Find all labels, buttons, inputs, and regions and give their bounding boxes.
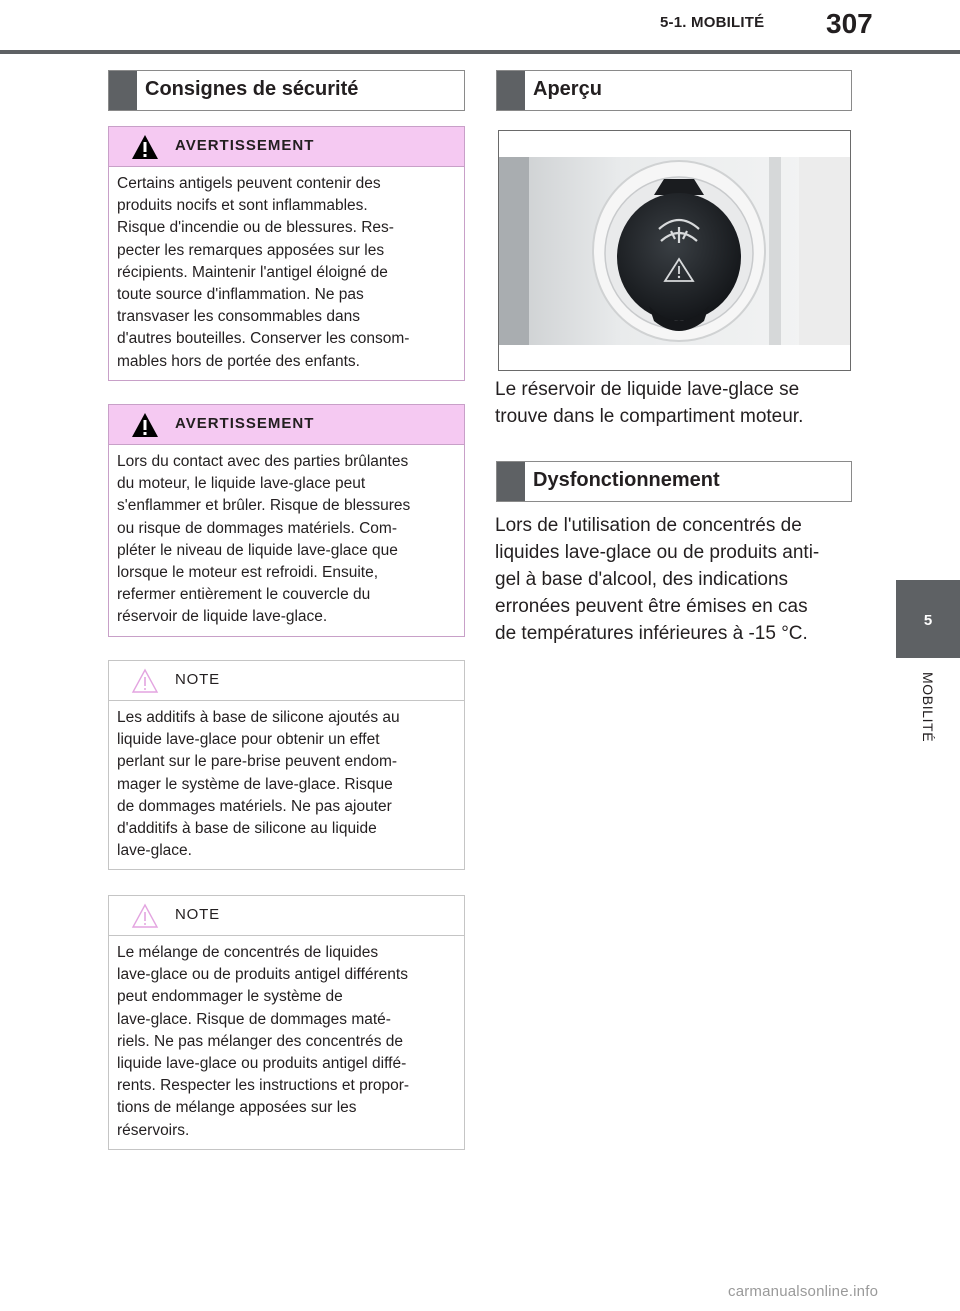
malfunction-line: erronées peuvent être émises en cas — [495, 596, 808, 617]
caution-outline-icon — [131, 902, 159, 930]
note-line: lave-glace. Risque de dommages maté- — [117, 1010, 391, 1028]
overview-line: Le réservoir de liquide lave-glace se — [495, 379, 800, 400]
warning-triangle-icon — [131, 133, 159, 161]
warning-line: Risque d'incendie ou de blessures. Res- — [117, 219, 394, 237]
note-line: mager le système de lave-glace. Risque — [117, 775, 393, 793]
header-rule — [0, 50, 960, 54]
warning-line: refermer entièrement le couvercle du — [117, 586, 371, 604]
heading-bar — [109, 71, 137, 110]
washer-reservoir-cap-illustration — [499, 131, 850, 370]
overview-section-title: Aperçu — [533, 78, 602, 100]
warning-box-body — [109, 167, 464, 373]
malfunction-section-title: Dysfonctionnement — [533, 469, 720, 491]
warning-line: du moteur, le liquide lave-glace peut — [117, 475, 366, 493]
warning-line: transvaser les consommables dans — [117, 308, 360, 326]
warning-triangle-icon — [131, 411, 159, 439]
note-line: Les additifs à base de silicone ajoutés au — [117, 709, 400, 726]
note-line: lave-glace ou de produits antigel différents — [117, 966, 408, 984]
warning-box-hot-engine — [108, 404, 465, 637]
caution-outline-icon — [131, 667, 159, 695]
note-line: de dommages matériels. Ne pas ajouter — [117, 797, 392, 815]
note-line: rents. Respecter les instructions et propor- — [117, 1077, 410, 1095]
chapter-tab[interactable]: 5 — [896, 580, 960, 658]
washer-fluid-reservoir-photo — [498, 130, 851, 371]
note-box-body — [109, 936, 464, 1142]
chapter-tab-label-text: MOBILITÉ — [920, 672, 936, 743]
chapter-tab-label — [896, 672, 960, 772]
malfunction-line: liquides lave-glace ou de produits anti- — [495, 542, 820, 563]
overview-section-heading — [496, 70, 852, 111]
warning-line: pecter les remarques apposées sur les — [117, 241, 385, 259]
heading-bar — [497, 462, 525, 501]
warning-line: s'enflammer et brûler. Risque de blessures — [117, 497, 411, 515]
note-box-header — [109, 661, 464, 701]
note-line: Le mélange de concentrés de liquides — [117, 944, 379, 961]
note-line: perlant sur le pare-brise peuvent endom- — [117, 753, 398, 771]
malfunction-line: de températures inférieures à -15 °C. — [495, 623, 808, 644]
note-line: liquide lave-glace pour obtenir un effet — [117, 731, 380, 749]
overview-paragraph — [495, 376, 803, 430]
malfunction-paragraph — [495, 512, 819, 647]
warning-box-header — [109, 127, 464, 167]
warning-box-body — [109, 445, 464, 629]
note-line: riels. Ne pas mélanger des concentrés de — [117, 1032, 404, 1050]
malfunction-line: gel à base d'alcool, des indications — [495, 569, 789, 590]
warning-line: lorsque le moteur est refroidi. Ensuite, — [117, 564, 379, 582]
warning-line: produits nocifs et sont inflammables. — [117, 197, 368, 215]
note-box-mixing — [108, 895, 465, 1150]
note-line: liquide lave-glace ou produits antigel diffé- — [117, 1055, 407, 1073]
warning-label: AVERTISSEMENT — [175, 137, 315, 154]
warning-label: AVERTISSEMENT — [175, 415, 315, 432]
malfunction-line: Lors de l'utilisation de concentrés de — [495, 515, 802, 536]
warning-line: Lors du contact avec des parties brûlantes — [117, 453, 409, 470]
warning-line: mables hors de portée des enfants. — [117, 352, 360, 370]
warning-line: Certains antigels peuvent contenir des — [117, 175, 381, 192]
warning-line: récipients. Maintenir l'antigel éloigné de — [117, 263, 388, 281]
warning-line: pléter le niveau de liquide lave-glace que — [117, 541, 398, 559]
warning-line: toute source d'inflammation. Ne pas — [117, 286, 364, 304]
warning-line: d'autres bouteilles. Conserver les consom- — [117, 330, 410, 348]
note-label: NOTE — [175, 906, 220, 923]
note-line: tions de mélange apposées sur les — [117, 1099, 357, 1117]
warning-box-antifreeze — [108, 126, 465, 381]
note-label: NOTE — [175, 671, 220, 688]
page-number: 307 — [826, 8, 873, 39]
watermark-link[interactable]: carmanualsonline.info — [728, 1283, 879, 1300]
running-header-section: 5-1. MOBILITÉ — [660, 14, 765, 31]
note-line: réservoirs. — [117, 1121, 190, 1139]
note-box-silicone — [108, 660, 465, 870]
overview-line: trouve dans le compartiment moteur. — [495, 406, 804, 427]
note-line: d'additifs à base de silicone au liquide — [117, 820, 377, 838]
note-box-header — [109, 896, 464, 936]
note-box-body — [109, 701, 464, 862]
note-line: peut endommager le système de — [117, 988, 343, 1006]
warning-line: réservoir de liquide lave-glace. — [117, 608, 328, 626]
malfunction-section-heading — [496, 461, 852, 502]
safety-section-heading — [108, 70, 465, 111]
safety-section-title: Consignes de sécurité — [145, 78, 359, 100]
warning-box-header — [109, 405, 464, 445]
note-line: lave-glace. — [117, 842, 192, 860]
heading-bar — [497, 71, 525, 110]
warning-line: ou risque de dommages matériels. Com- — [117, 519, 397, 537]
